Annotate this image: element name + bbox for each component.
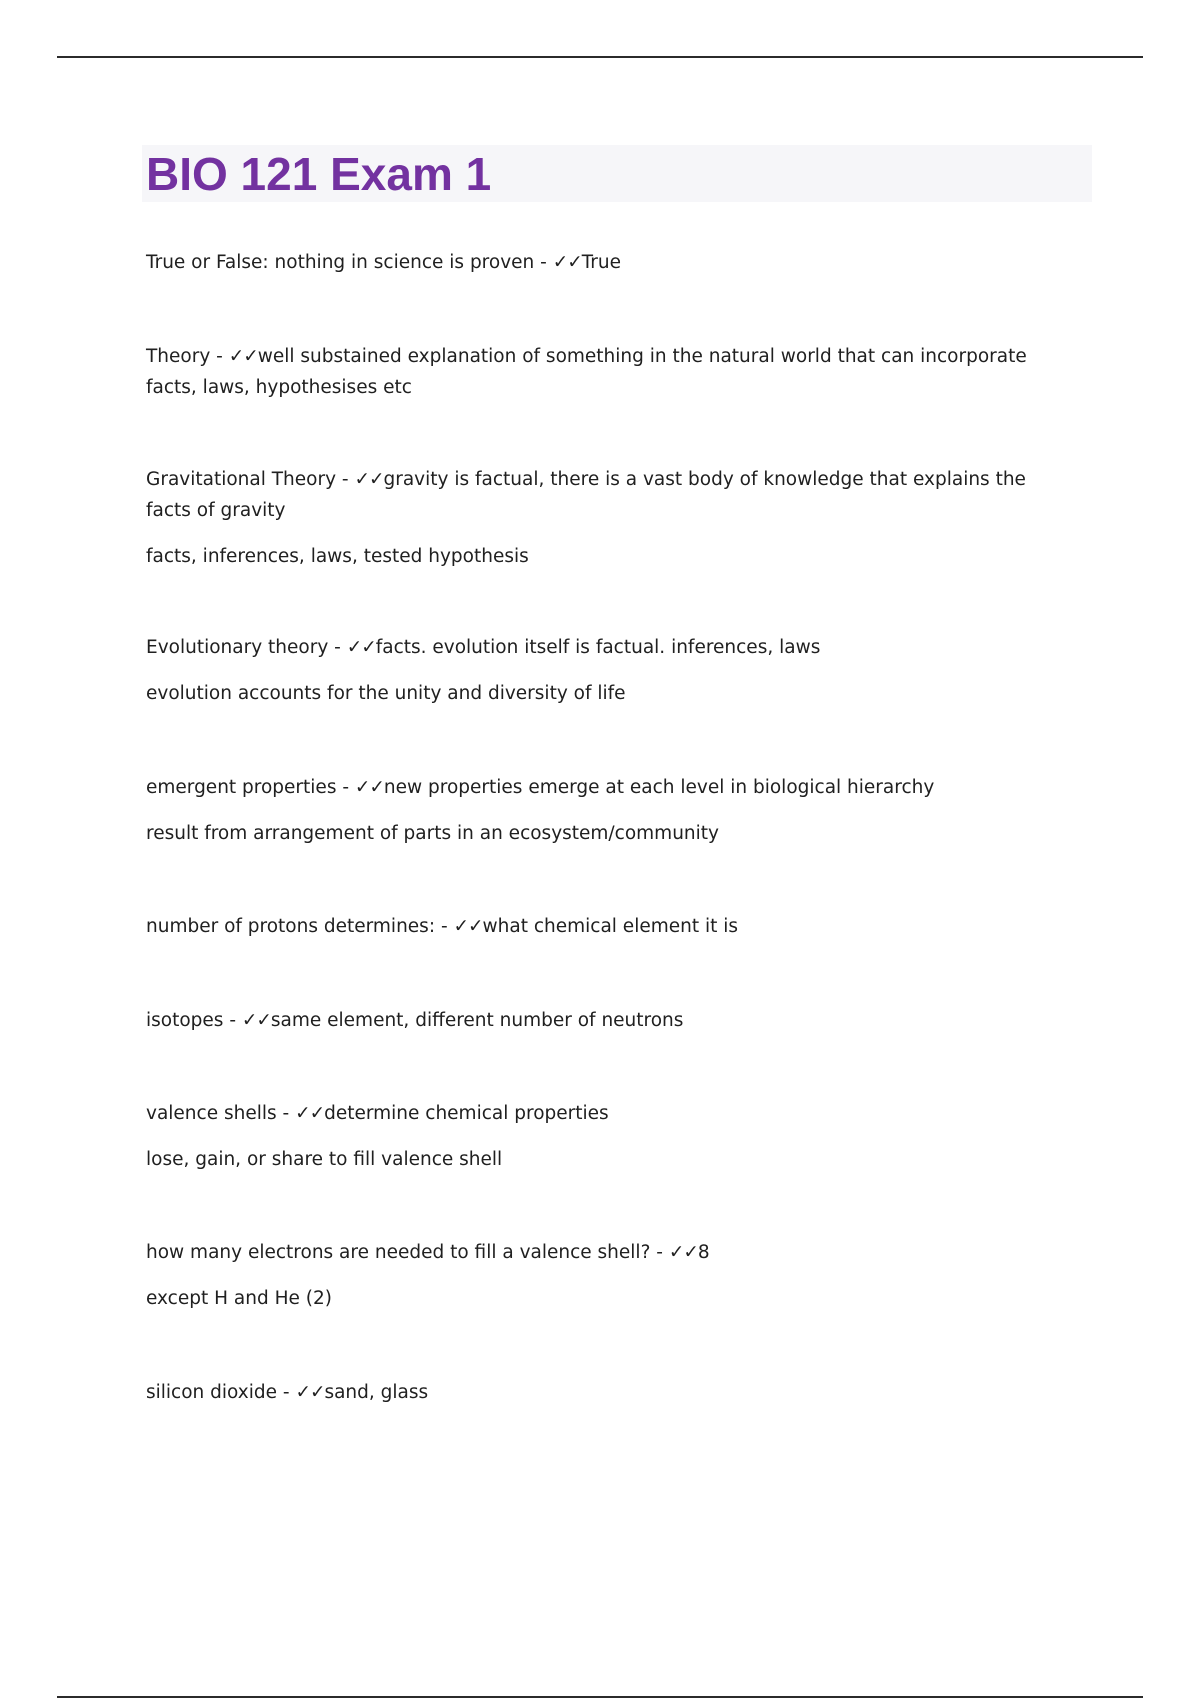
qa-item	[146, 1237, 1076, 1314]
qa-answer: what chemical element it is	[482, 916, 739, 937]
double-check-icon: ✓✓	[228, 346, 258, 367]
qa-note: except H and He (2)	[146, 1288, 332, 1309]
qa-separator: -	[277, 1382, 296, 1403]
qa-term: Theory	[146, 346, 211, 367]
qa-separator: -	[336, 469, 355, 490]
qa-separator: -	[328, 637, 347, 658]
qa-line	[146, 341, 1076, 403]
qa-item	[146, 911, 1076, 942]
qa-item	[146, 1005, 1076, 1036]
qa-term: silicon dioxide	[146, 1382, 277, 1403]
qa-separator: -	[276, 1103, 296, 1124]
qa-separator: -	[336, 777, 355, 798]
qa-term: True or False: nothing in science is proven	[146, 252, 535, 273]
qa-note: lose, gain, or share to fill valence shell	[146, 1149, 503, 1170]
qa-separator: -	[435, 916, 454, 937]
qa-line	[146, 772, 1076, 803]
qa-item	[146, 247, 1076, 278]
qa-term: Gravitational Theory	[146, 469, 337, 490]
qa-line	[146, 247, 1076, 278]
double-check-icon: ✓✓	[453, 916, 483, 937]
qa-answer: sand, glass	[324, 1382, 429, 1403]
qa-item	[146, 772, 1076, 849]
qa-item	[146, 1098, 1076, 1175]
qa-term: emergent properties	[146, 777, 337, 798]
double-check-icon: ✓✓	[295, 1382, 325, 1403]
qa-item	[146, 1377, 1076, 1408]
qa-term: number of protons determines:	[146, 916, 436, 937]
qa-answer: new properties emerge at each level in biological hierarchy	[383, 777, 935, 798]
qa-note: evolution accounts for the unity and diversity of life	[146, 683, 626, 704]
qa-answer: well substained explanation of something in the natural world that can incorporate facts, laws, hypothesises etc	[146, 346, 1027, 398]
qa-answer: gravity is factual, there is a vast body of knowledge that explains the facts of gravity	[146, 469, 1026, 521]
double-check-icon: ✓✓	[295, 1103, 325, 1124]
double-check-icon: ✓✓	[241, 1010, 271, 1031]
qa-line	[146, 911, 1076, 942]
qa-line	[146, 464, 1076, 526]
qa-answer: 8	[697, 1242, 710, 1263]
qa-note: facts, inferences, laws, tested hypothesis	[146, 546, 529, 567]
qa-answer: True	[581, 252, 622, 273]
double-check-icon: ✓✓	[552, 252, 582, 273]
qa-answer: facts. evolution itself is factual. inferences, laws	[375, 637, 821, 658]
qa-item	[146, 464, 1076, 572]
double-check-icon: ✓✓	[668, 1242, 698, 1263]
qa-term: how many electrons are needed to fill a valence shell?	[146, 1242, 651, 1263]
qa-line	[146, 1098, 1076, 1129]
double-check-icon: ✓✓	[346, 637, 376, 658]
qa-answer: same element, different number of neutrons	[270, 1010, 684, 1031]
qa-separator: -	[650, 1242, 669, 1263]
qa-term: isotopes	[146, 1010, 224, 1031]
qa-answer: determine chemical properties	[324, 1103, 609, 1124]
qa-separator: -	[534, 252, 553, 273]
bottom-rule	[57, 1696, 1143, 1698]
qa-line	[146, 1377, 1076, 1408]
qa-item	[146, 632, 1076, 709]
qa-line	[146, 1005, 1076, 1036]
qa-item	[146, 341, 1076, 403]
qa-term: Evolutionary theory	[146, 637, 329, 658]
page-title: BIO 121 Exam 1	[146, 148, 492, 200]
qa-term: valence shells	[146, 1103, 277, 1124]
qa-line	[146, 1237, 1076, 1268]
qa-separator: -	[210, 346, 229, 367]
top-rule	[57, 56, 1143, 58]
qa-separator: -	[223, 1010, 242, 1031]
double-check-icon: ✓✓	[354, 777, 384, 798]
qa-line	[146, 632, 1076, 663]
qa-note: result from arrangement of parts in an ecosystem/community	[146, 823, 719, 844]
double-check-icon: ✓✓	[354, 469, 384, 490]
